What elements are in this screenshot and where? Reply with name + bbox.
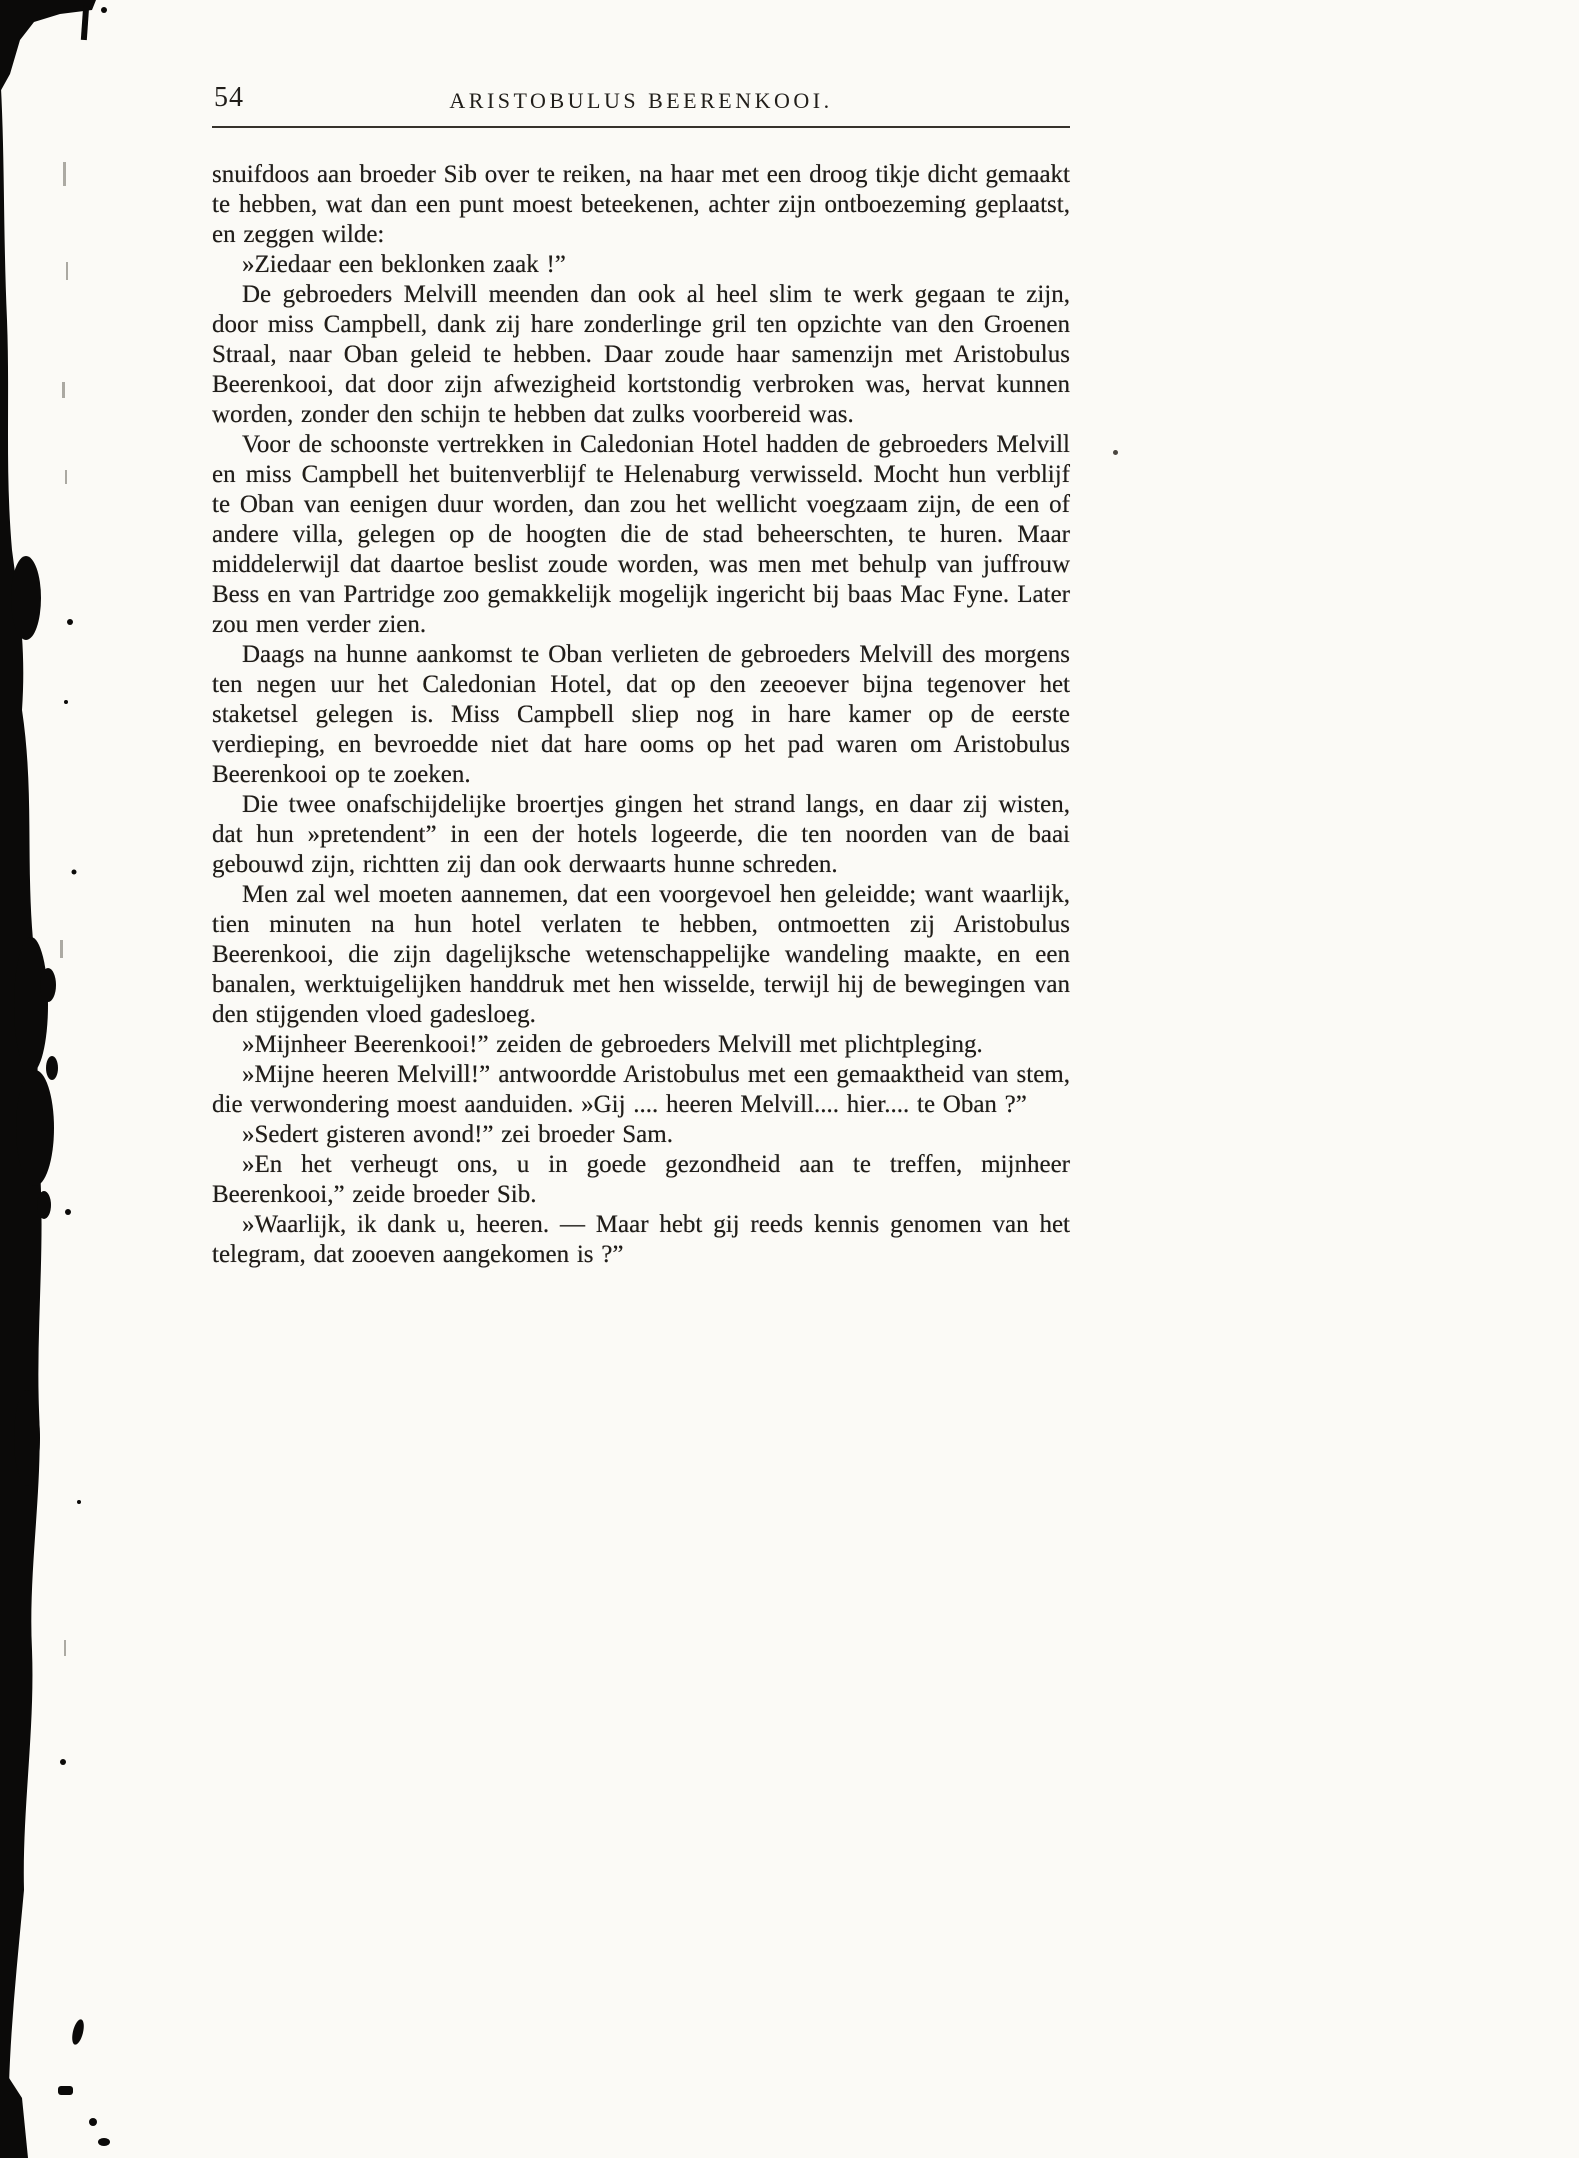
paragraph: De gebroeders Melvill meenden dan ook al heel slim te werk gegaan te zijn, door miss Campbell, dank zij hare zonderlinge gril ten opzichte van den Groenen Straal, naar Oban geleid te hebben. Daar zoude haar samenzijn met Aristobulus Beerenkooi, dat door zijn afwezigheid kortstondig verbroken was, hervat kunnen worden, zonder den schijn te hebben dat zulks voorbereid was. bbox=[212, 281, 1070, 428]
header-rule bbox=[212, 126, 1070, 128]
page-number: 54 bbox=[214, 82, 244, 113]
paragraph: Men zal wel moeten aannemen, dat een voorgevoel hen geleidde; want waarlijk, tien minuten na hun hotel verlaten te hebben, ontmoetten zij Aristobulus Beerenkooi, die zijn dagelijksche wetenschappelijke wandeling maakte, en een banalen, werktuigelijken handdruk met hen wisselde, terwijl hij de bewegingen van den stijgenden vloed gadesloeg. bbox=[212, 881, 1070, 1028]
paragraph: »Mijnheer Beerenkooi!” zeiden de gebroeders Melvill met plichtpleging. bbox=[242, 1031, 983, 1058]
running-title: ARISTOBULUS BEERENKOOI. bbox=[449, 88, 833, 113]
paragraph: Die twee onafschijdelijke broertjes gingen het strand langs, en daar zij wisten, dat hun »pretendent” in een der hotels logeerde, die ten noorden van de baai gebouwd zijn, richtten zij dan ook derwaarts hunne schreden. bbox=[212, 791, 1070, 878]
paragraph: Daags na hunne aankomst te Oban verlieten de gebroeders Melvill des morgens ten negen uur het Caledonian Hotel, dat op den zeeoever bijna tegenover het staketsel gelegen is. Miss Campbell sliep nog in hare kamer op de eerste verdieping, en bevroedde niet dat hare ooms op het pad waren om Aristobulus Beerenkooi op te zoeken. bbox=[212, 641, 1070, 788]
paragraph: »Mijne heeren Melvill!” antwoordde Aristobulus met een gemaaktheid van stem, die verwondering moest aanduiden. »Gij .... heeren Melvill.... hier.... te Oban ?” bbox=[212, 1061, 1070, 1118]
scan-edge-artifacts bbox=[0, 0, 140, 2158]
paragraph: »En het verheugt ons, u in goede gezondheid aan te treffen, mijnheer Beerenkooi,” zeide broeder Sib. bbox=[212, 1151, 1070, 1208]
paragraph: »Ziedaar een beklonken zaak !” bbox=[242, 251, 566, 278]
paragraph: snuifdoos aan broeder Sib over te reiken, na haar met een droog tikje dicht gemaakt te hebben, wat dan een punt moest beteekenen, achter zijn ontboezeming geplaatst, en zeggen wilde: bbox=[212, 161, 1070, 248]
paragraph: »Sedert gisteren avond!” zei broeder Sam. bbox=[242, 1121, 673, 1148]
paragraph: Voor de schoonste vertrekken in Caledonian Hotel hadden de gebroeders Melvill en miss Campbell het buitenverblijf te Helenaburg verwisseld. Mocht hun verblijf te Oban van eenigen duur worden, dan zou het wellicht voegzaam zijn, de een of andere villa, gelegen op de hoogten die de stad beheerschten, te huren. Maar middelerwijl dat daartoe beslist zoude worden, was men met behulp van juffrouw Bess en van Partridge zoo gemakkelijk mogelijk ingericht bij baas Mac Fyne. Later zou men verder zien. bbox=[212, 431, 1070, 638]
ink-blotch-band bbox=[0, 70, 42, 2158]
ink-speck bbox=[1113, 450, 1118, 455]
page-header bbox=[212, 78, 1070, 124]
text-block bbox=[212, 78, 1070, 1270]
bottom-corner-blotch bbox=[0, 2064, 28, 2158]
body-text bbox=[212, 160, 1070, 1270]
torn-corner-blotch bbox=[0, 0, 96, 92]
paragraph: »Waarlijk, ik dank u, heeren. — Maar hebt gij reeds kennis genomen van het telegram, dat zooeven aangekomen is ?” bbox=[212, 1211, 1070, 1268]
